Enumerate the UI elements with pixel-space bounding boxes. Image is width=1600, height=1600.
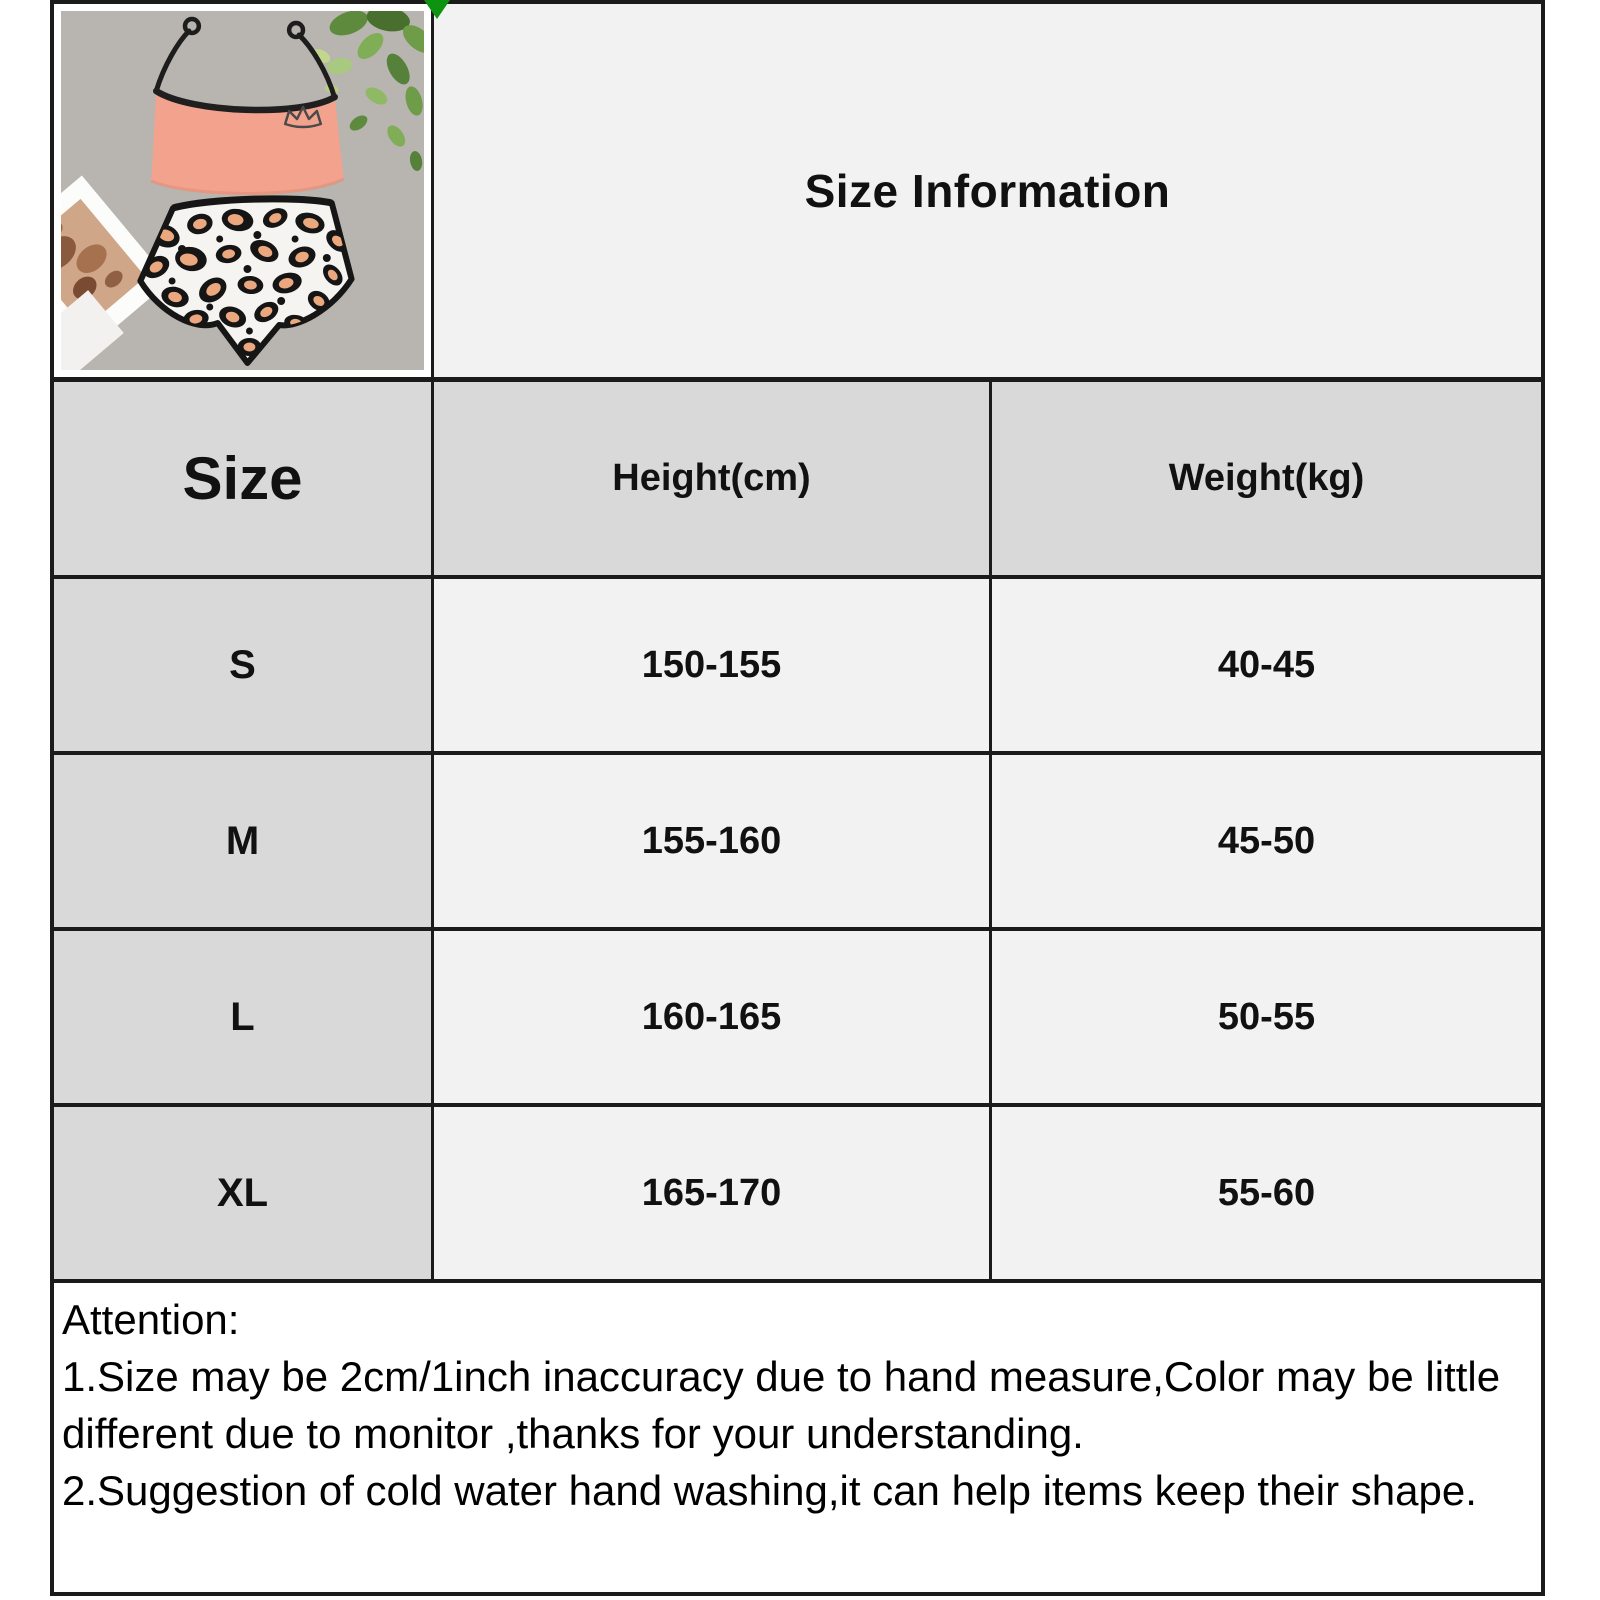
product-photo-illustration xyxy=(61,11,424,370)
table-row-s xyxy=(54,575,1541,751)
top-row xyxy=(54,4,1541,377)
page-title: Size Information xyxy=(804,164,1171,217)
weight-value: 45-50 xyxy=(992,755,1541,927)
weight-value: 40-45 xyxy=(992,579,1541,751)
table-row-m xyxy=(54,751,1541,927)
size-label: XL xyxy=(54,1107,434,1279)
attention-note-2: 2.Suggestion of cold water hand washing,it can help items keep their shape. xyxy=(62,1467,1477,1514)
height-value: 150-155 xyxy=(434,579,992,751)
height-value: 160-165 xyxy=(434,931,992,1103)
attention-title: Attention: xyxy=(62,1296,240,1343)
size-label: M xyxy=(54,755,434,927)
height-value: 165-170 xyxy=(434,1107,992,1279)
green-corner-marker xyxy=(424,0,450,19)
weight-value: 50-55 xyxy=(992,931,1541,1103)
table-row-l xyxy=(54,927,1541,1103)
size-label: S xyxy=(54,579,434,751)
column-header-row xyxy=(54,377,1541,575)
column-header-height: Height(cm) xyxy=(434,382,992,575)
height-value: 155-160 xyxy=(434,755,992,927)
size-label: L xyxy=(54,931,434,1103)
attention-section xyxy=(54,1279,1541,1592)
column-header-weight: Weight(kg) xyxy=(1168,457,1365,499)
attention-note-1-cont: different due to monitor ,thanks for your understanding. xyxy=(62,1410,1084,1457)
product-photo xyxy=(54,4,434,377)
attention-note-1: 1.Size may be 2cm/1inch inaccuracy due to hand measure,Color may be little xyxy=(62,1353,1501,1400)
table-row-xl xyxy=(54,1103,1541,1279)
column-header-size: Size xyxy=(54,382,434,575)
weight-value: 55-60 xyxy=(992,1107,1541,1279)
size-information-header xyxy=(434,4,1541,377)
size-chart-table xyxy=(50,0,1545,1596)
